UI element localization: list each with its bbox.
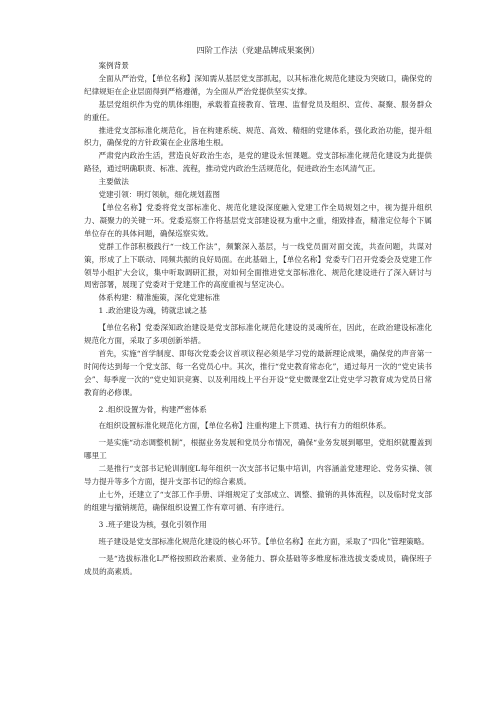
numbered-heading: 3 .班子建设为核，强化引领作用 — [98, 519, 207, 529]
paragraph: 一是实施“动态调整机制”，根据业务发展和党员分布情况，确保“业务发展到哪里，党组织就覆盖到哪里工 — [84, 438, 432, 461]
paragraph: 推进党支部标准化规范化，旨在构建系统、规范、高效、精细的党建体系，强化政治功能，提升组织力，确保党的方针政策在企业落地生根。 — [84, 125, 432, 148]
paragraph: 【单位名称】党委将党支部标准化、规范化建设深度融入党建工作全局规划之中，视为提升组织力、凝聚力的关键一环。党委巡察工作将基层党支部建设视为重中之重，细致排查，精准定位每个下属单位存在的具体问题，确保巡察实效。 — [84, 202, 432, 238]
subheading: 党建引领：明灯领航，细化规划蓝图 — [98, 190, 220, 200]
paragraph: 在组织设置标准化规范化方面，【单位名称】注重构建上下贯通、执行有力的组织体系。 — [98, 421, 391, 431]
paragraph: 严肃党内政治生活，营造良好政治生态，是党的建设永恒课题。党支部标准化规范化建设为此提供路径，通过明确职责、标准、流程，推动党内政治生活规范化，促进政治生态风清气正。 — [84, 151, 432, 174]
paragraph: 二是推行“支部书记轮训制度L每年组织一次支部书记集中培训，内容涵盖党建理论、党务实操、领导力提升等多个方面，提升支部书记的综合素质。 — [84, 464, 432, 487]
section-heading-practices: 主要做法 — [98, 177, 129, 187]
paragraph: 班子建设是党支部标准化规范化建设的核心环节。【单位名称】在此方面，采取了“四化”管理策略。 — [98, 536, 429, 546]
paragraph: 一是“选拔标准化L严格按照政治素质、业务能力、群众基础等多维度标准选拔支委成员，确保班子成员的高素质。 — [84, 553, 432, 576]
paragraph: 全面从严治党，【单位名称】深知需从基层党支部抓起，以其标准化规范化建设为突破口，确保党的纪律规矩在企业层面得到严格遵循，为全面从严治党提供坚实支撑。 — [84, 73, 432, 96]
paragraph: 首先，实施“首学制度、即每次党委会议首项议程必须是学习党的最新理论成果，确保党的声音第一时间传达到每一个党支部、每一名党员心中。其次，推行“党史教育常态化”，通过每月一次的“党史读书会”、每季度一次的“党史知识竞赛、以及利用线上平台开设“党史微课堂Z让党史学习教育成为党员日常教育的必修课。 — [84, 348, 432, 397]
paragraph: 【单位名称】党委深知政治建设是党支部标准化规范化建设的灵魂所在，因此，在政治建设标准化规范化方面，采取了多项创新举措。 — [84, 323, 432, 346]
numbered-heading: 1 .政治建设为魂，铸就忠诚之基 — [98, 306, 207, 316]
document-title: 四阶工作法（党建品牌成果案例） — [196, 45, 320, 55]
paragraph: 党群工作部积极践行“一线工作法”，频繁深入基层，与一线党员面对面交流，共查问题，共谋对策，形成了上下联动、同频共振的良好局面。在此基础上，【单位名称】党委专门召开党委会及党建工作领导小组扩大会议，集中听取调研汇报，对如何全面推进党支部标准化、规范化建设进行了深入研讨与周密部署，展现了党委对于党建工作的高度重视与坚定决心。 — [84, 241, 432, 290]
paragraph: 止七外，还建立了“支部工作手册、详细规定了支部成立、调整、撤销的具体流程，以及临时党支部的组建与撤销规范，确保组织设置工作有章可循、有序进行。 — [84, 490, 432, 512]
section-heading-background: 案例背景 — [98, 61, 129, 70]
subheading: 体系构建：精准施策，深化党建标准 — [98, 293, 220, 303]
numbered-heading: 2 .组织设置为骨，构建严密体系 — [98, 404, 207, 414]
paragraph: 基层党组织作为党的肌体细胞，承载着直接教育、管理、监督党员及组织、宣传、凝聚、服务群众的重任。 — [84, 99, 432, 122]
